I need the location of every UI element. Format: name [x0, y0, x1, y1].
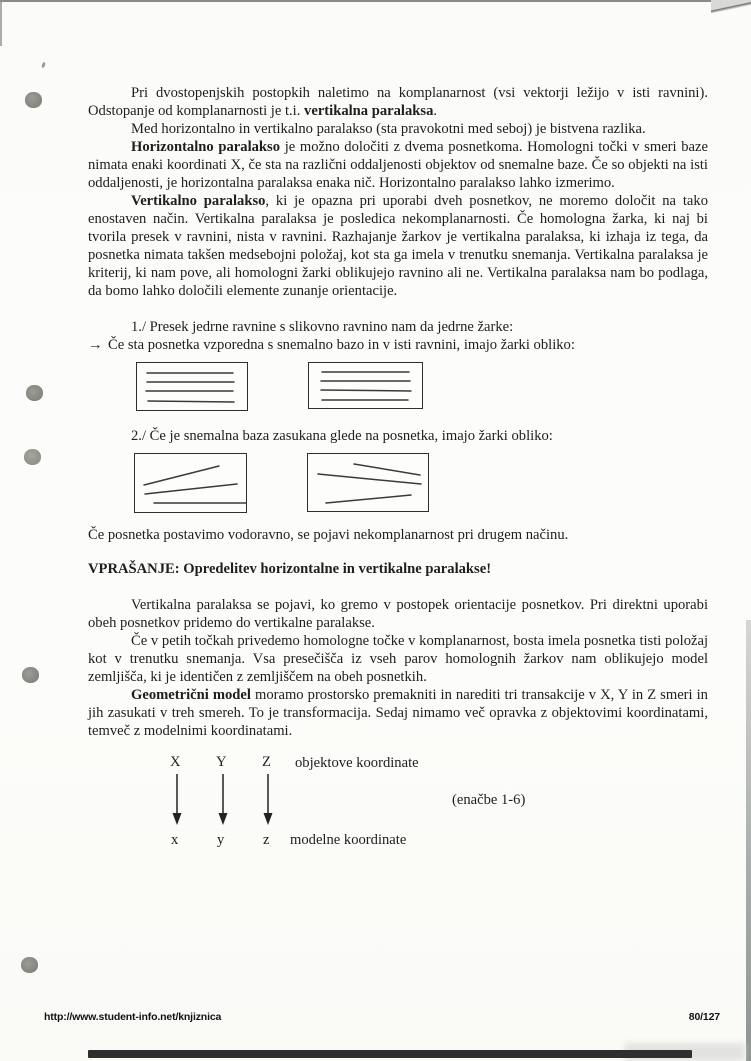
figure-parallel-rays: [88, 362, 708, 410]
down-arrow-icon: [171, 774, 183, 826]
figure-rotated-rays: [88, 453, 708, 511]
paragraph-note: Če posnetka postavimo vodoravno, se pojavi nekomplanarnost pri drugem načinu.: [88, 527, 569, 543]
label-y: y: [217, 832, 225, 848]
down-arrow-icon: [262, 774, 274, 826]
list-item-2: 2./ Če je snemalna baza zasukana glede na posnetka, imajo žarki obliko:: [131, 428, 553, 444]
label-modelne-koordinate: modelne koordinate: [290, 832, 407, 848]
arrow-line: → Če sta posnetka vzporedna s snemalno bazo in v isti ravnini, imajo žarki obliko:: [88, 337, 575, 353]
label-z: z: [263, 832, 270, 848]
ray-box-1: [136, 362, 248, 411]
ray-box-2: [308, 362, 423, 409]
ray-box-4: [307, 453, 429, 512]
equation-reference: (enačbe 1-6): [452, 792, 526, 808]
label-Y: Y: [216, 754, 227, 770]
scan-left-edge: [0, 0, 2, 46]
label-objektove-koordinate: objektove koordinate: [295, 755, 419, 771]
document-body: [88, 84, 708, 849]
bold-vertikalno-paralakso: Vertikalno paralakso: [131, 193, 266, 209]
question-heading: VPRAŠANJE: Opredelitev horizontalne in vertikalne paralakse!: [88, 561, 492, 577]
hole-punch-icon: [26, 385, 43, 401]
label-X: X: [170, 754, 181, 770]
label-Z: Z: [262, 754, 271, 770]
list-item-1: 1./ Presek jedrne ravnine s slikovno ravnino nam da jedrne žarke:: [131, 319, 514, 335]
scan-top-right-corner: [711, 0, 751, 18]
scan-right-edge: [746, 620, 751, 1061]
bold-geometricni-model: Geometrični model: [131, 687, 251, 703]
paragraph-komplanarnost: Pri dvostopenjskih postopkih naletimo na komplanarnost (vsi vektorji ležijo v isti ravnini). Odstopanje od komplanarnosti je t.i. vertikalna paralaksa.: [88, 85, 708, 119]
paragraph-horizontalna: Horizontalno paralakso je možno določiti z dvema posnetkoma. Homologni točki v smeri baze nimata enaki koordinati X, če sta na različni oddaljenosti objektov od snemalne baze. Če so objekti na isti oddaljenosti, je horizontalna paralaksa enaka nič. Horizontalno paralakso lahko izmerimo.: [88, 139, 708, 191]
label-x: x: [171, 832, 179, 848]
scan-bottom-bar: [88, 1050, 692, 1058]
bold-horizontalno-paralakso: Horizontalno paralakso: [131, 139, 281, 155]
paragraph-petih-tock: Če v petih točkah privedemo homologne točke v komplanarnost, bosta imela posnetka tisti položaj kot v trenutku snemanja. Vsa presečišča iz vseh parov homolognih žarkov nam oblikujejo model zemljišča, ki je identičen z zemljiščem na obeh posnetkih.: [88, 633, 708, 685]
paragraph-razlika: Med horizontalno in vertikalno paralakso (sta pravokotni med seboj) je bistvena razlika.: [131, 121, 646, 137]
paragraph-geometricni-model: Geometrični model moramo prostorsko premakniti in narediti tri transakcije v X, Y in Z smeri in jih zasukati v treh smereh. To je transformacija. Sedaj nimamo več opravka z objektovimi koordinatami, temveč z modelnimi koordinatami.: [88, 687, 708, 739]
scan-top-edge: [0, 0, 720, 2]
right-arrow-icon: →: [88, 337, 103, 353]
hole-punch-icon: [24, 449, 41, 465]
paragraph-pojav: Vertikalna paralaksa se pojavi, ko gremo v postopek orientacije posnetkov. Pri direktni uporabi obeh posnetkov pridemo do vertikalne paralakse.: [88, 597, 708, 631]
footer-url: http://www.student-info.net/knjiznica: [44, 1011, 222, 1023]
hole-punch-icon: [25, 92, 42, 108]
ray-box-3: [134, 453, 247, 513]
hole-punch-icon: [21, 957, 38, 973]
hole-punch-icon: [22, 667, 39, 683]
scan-speck: [41, 62, 46, 69]
page-number: 80/127: [688, 1011, 720, 1023]
coordinate-transform-diagram: [88, 753, 708, 849]
paragraph-vertikalna: Vertikalno paralakso, ki je opazna pri uporabi dveh posnetkov, ne moremo določit na tako enostaven način. Vertikalna paralaksa je posledica nekomplanarnosti. Če homologna žarka, ki naj bi tvorila presek v ravnini, nista v ravnini. Razhajanje žarkov je vertikalna paralaksa, ki izhaja iz tega, da posnetka nimata takšen medsebojni položaj, kot sta ga imela v trenutku snemanja. Vertikalna paralaksa je kriterij, ki nam pove, ali homologni žarki oblikujejo ravnino ali ne. Vertikalna paralaksa nam bo podlaga, da bomo lahko določili elemente zunanje orientacije.: [88, 193, 708, 299]
bold-vertikalna-paralaksa: vertikalna paralaksa: [304, 103, 434, 119]
down-arrow-icon: [217, 774, 229, 826]
